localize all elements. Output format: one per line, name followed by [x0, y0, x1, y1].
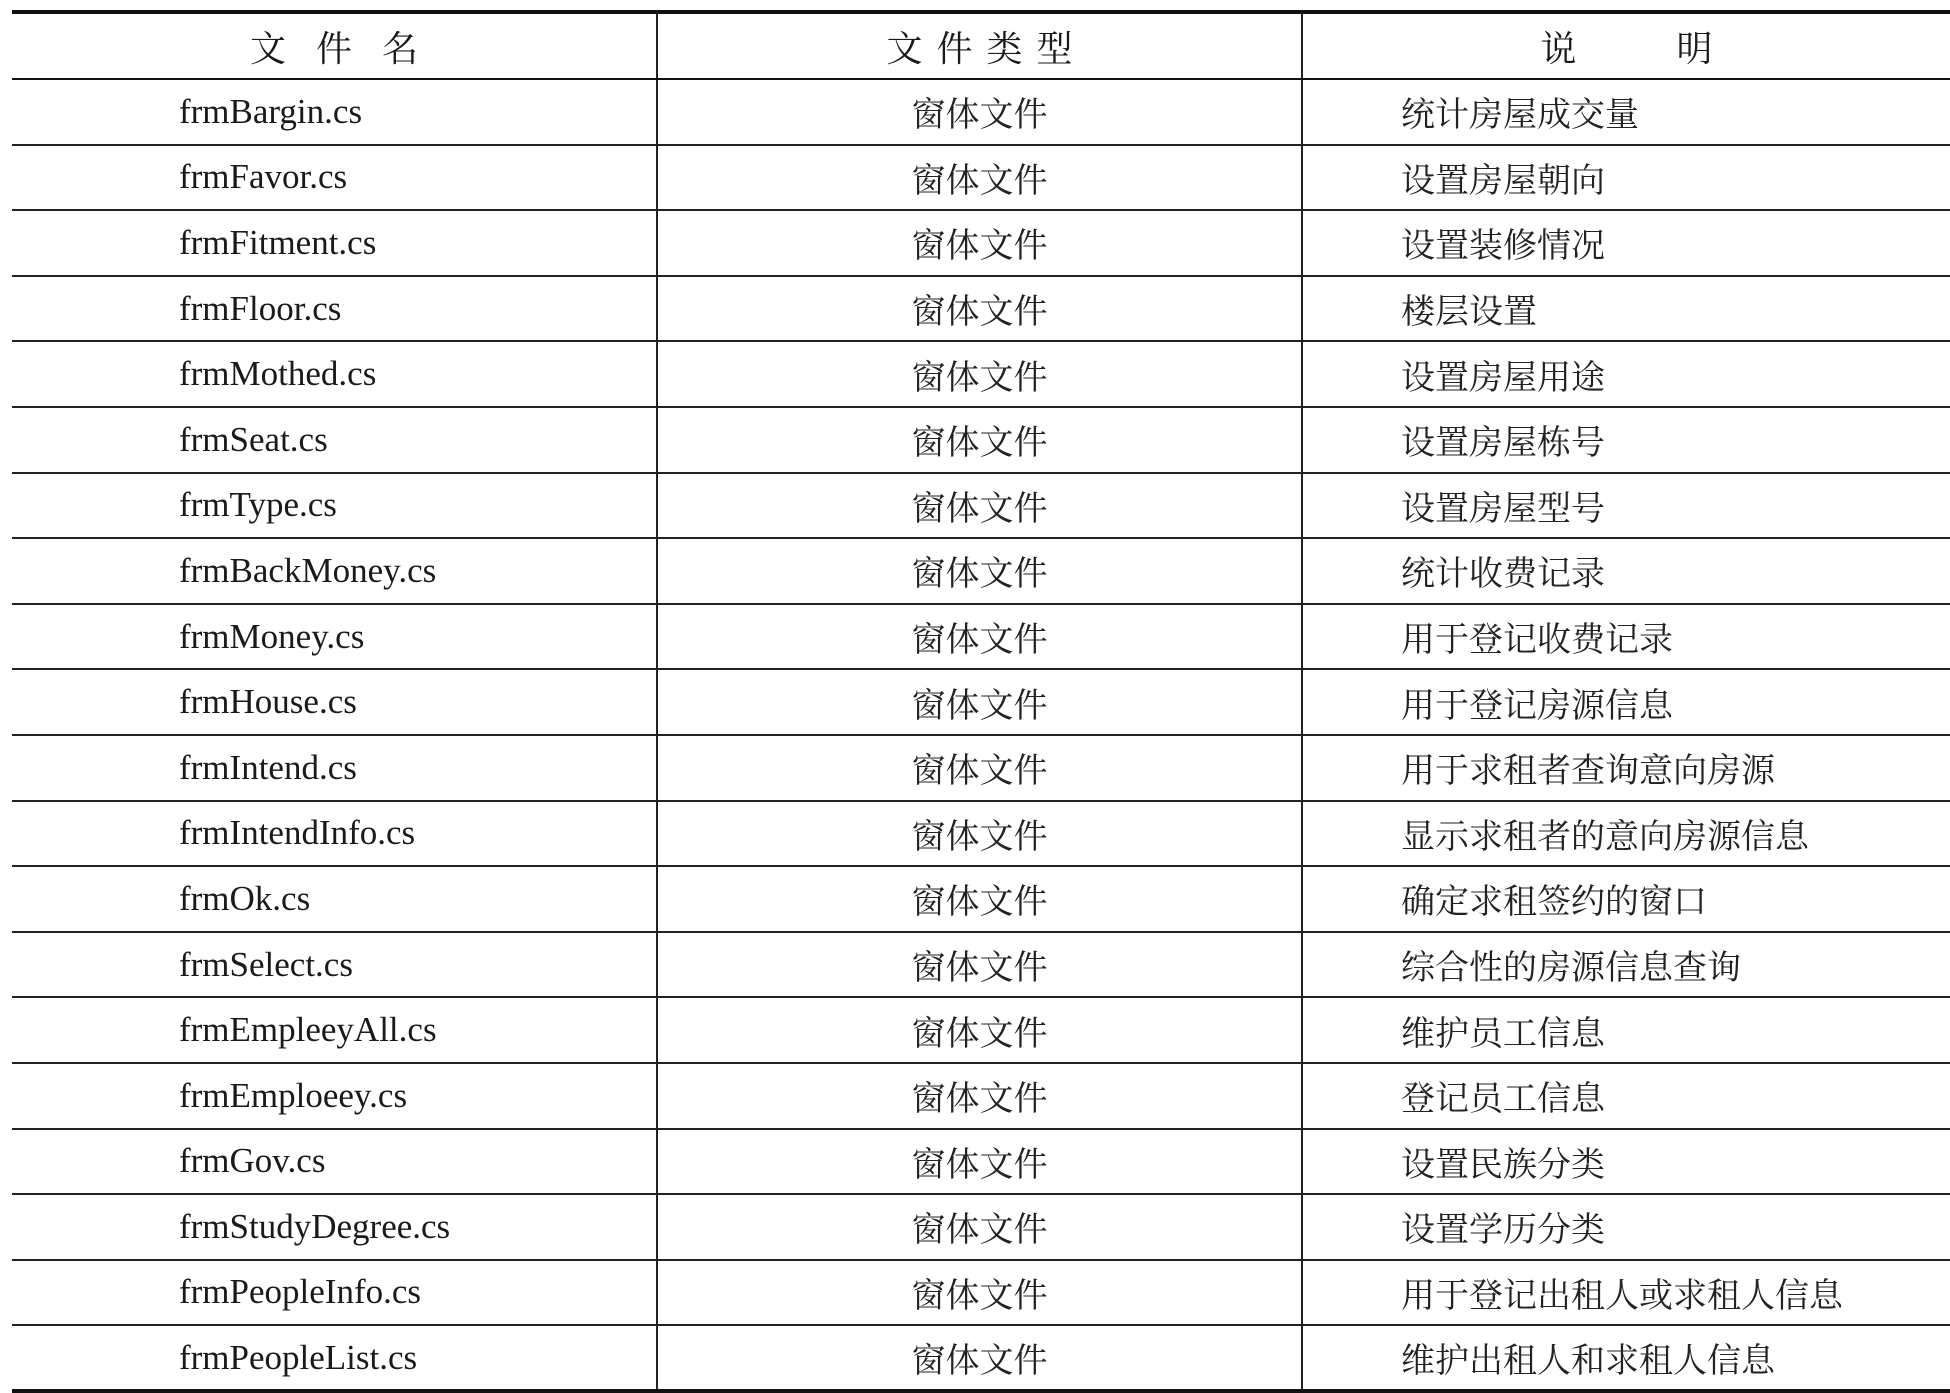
- cell-description: 用于登记房源信息: [1302, 669, 1950, 735]
- cell-description: 综合性的房源信息查询: [1302, 932, 1950, 998]
- table-row: [12, 210, 1950, 276]
- cell-description: 维护出租人和求租人信息: [1302, 1325, 1950, 1391]
- cell-file-name: frmMoney.cs: [12, 604, 657, 670]
- cell-description: 统计收费记录: [1302, 538, 1950, 604]
- table-row: [12, 407, 1950, 473]
- cell-file-name: frmSeat.cs: [12, 407, 657, 473]
- cell-file-type: 窗体文件: [657, 538, 1302, 604]
- cell-file-name: frmFavor.cs: [12, 145, 657, 211]
- cell-file-type: 窗体文件: [657, 341, 1302, 407]
- header-description: 说明: [1302, 12, 1950, 79]
- table-row: [12, 1063, 1950, 1129]
- table-row: [12, 735, 1950, 801]
- cell-file-name: frmIntend.cs: [12, 735, 657, 801]
- cell-file-type: 窗体文件: [657, 407, 1302, 473]
- cell-description: 设置房屋朝向: [1302, 145, 1950, 211]
- cell-description: 维护员工信息: [1302, 997, 1950, 1063]
- cell-file-type: 窗体文件: [657, 604, 1302, 670]
- cell-file-type: 窗体文件: [657, 473, 1302, 539]
- cell-file-type: 窗体文件: [657, 669, 1302, 735]
- table-row: [12, 473, 1950, 539]
- table-row: [12, 1260, 1950, 1326]
- cell-file-name: frmEmpleeyAll.cs: [12, 997, 657, 1063]
- table-row: [12, 604, 1950, 670]
- cell-description: 用于登记收费记录: [1302, 604, 1950, 670]
- file-list-table: [12, 10, 1950, 1393]
- cell-file-type: 窗体文件: [657, 276, 1302, 342]
- table-row: [12, 1194, 1950, 1260]
- file-list-table-container: [12, 10, 1950, 1393]
- cell-file-name: frmMothed.cs: [12, 341, 657, 407]
- cell-file-type: 窗体文件: [657, 932, 1302, 998]
- table-header-row: [12, 12, 1950, 79]
- cell-description: 设置房屋型号: [1302, 473, 1950, 539]
- table-row: [12, 341, 1950, 407]
- cell-file-name: frmBargin.cs: [12, 79, 657, 145]
- cell-file-type: 窗体文件: [657, 1194, 1302, 1260]
- cell-description: 用于求租者查询意向房源: [1302, 735, 1950, 801]
- table-row: [12, 1325, 1950, 1391]
- cell-file-name: frmPeopleInfo.cs: [12, 1260, 657, 1326]
- cell-file-name: frmSelect.cs: [12, 932, 657, 998]
- table-row: [12, 932, 1950, 998]
- cell-file-name: frmFloor.cs: [12, 276, 657, 342]
- table-row: [12, 276, 1950, 342]
- cell-file-type: 窗体文件: [657, 79, 1302, 145]
- table-row: [12, 801, 1950, 867]
- cell-description: 楼层设置: [1302, 276, 1950, 342]
- table-row: [12, 538, 1950, 604]
- cell-file-type: 窗体文件: [657, 866, 1302, 932]
- cell-description: 设置房屋用途: [1302, 341, 1950, 407]
- table-body: [12, 79, 1950, 1391]
- cell-file-type: 窗体文件: [657, 210, 1302, 276]
- table-row: [12, 79, 1950, 145]
- table-row: [12, 669, 1950, 735]
- cell-file-name: frmOk.cs: [12, 866, 657, 932]
- cell-description: 显示求租者的意向房源信息: [1302, 801, 1950, 867]
- table-row: [12, 866, 1950, 932]
- cell-description: 确定求租签约的窗口: [1302, 866, 1950, 932]
- cell-file-type: 窗体文件: [657, 1325, 1302, 1391]
- cell-description: 统计房屋成交量: [1302, 79, 1950, 145]
- cell-file-name: frmIntendInfo.cs: [12, 801, 657, 867]
- cell-description: 用于登记出租人或求租人信息: [1302, 1260, 1950, 1326]
- table-row: [12, 997, 1950, 1063]
- cell-file-name: frmFitment.cs: [12, 210, 657, 276]
- cell-description: 设置装修情况: [1302, 210, 1950, 276]
- cell-file-name: frmStudyDegree.cs: [12, 1194, 657, 1260]
- cell-file-type: 窗体文件: [657, 1129, 1302, 1195]
- cell-file-type: 窗体文件: [657, 735, 1302, 801]
- cell-description: 设置民族分类: [1302, 1129, 1950, 1195]
- cell-file-type: 窗体文件: [657, 997, 1302, 1063]
- cell-file-name: frmEmploeey.cs: [12, 1063, 657, 1129]
- header-file-name: 文件名: [12, 12, 657, 79]
- cell-description: 设置学历分类: [1302, 1194, 1950, 1260]
- cell-file-name: frmBackMoney.cs: [12, 538, 657, 604]
- header-file-type: 文件类型: [657, 12, 1302, 79]
- cell-file-type: 窗体文件: [657, 1063, 1302, 1129]
- cell-file-type: 窗体文件: [657, 1260, 1302, 1326]
- cell-file-type: 窗体文件: [657, 145, 1302, 211]
- cell-file-name: frmGov.cs: [12, 1129, 657, 1195]
- cell-file-name: frmHouse.cs: [12, 669, 657, 735]
- table-row: [12, 1129, 1950, 1195]
- cell-file-type: 窗体文件: [657, 801, 1302, 867]
- cell-description: 设置房屋栋号: [1302, 407, 1950, 473]
- cell-file-name: frmType.cs: [12, 473, 657, 539]
- cell-file-name: frmPeopleList.cs: [12, 1325, 657, 1391]
- table-row: [12, 145, 1950, 211]
- cell-description: 登记员工信息: [1302, 1063, 1950, 1129]
